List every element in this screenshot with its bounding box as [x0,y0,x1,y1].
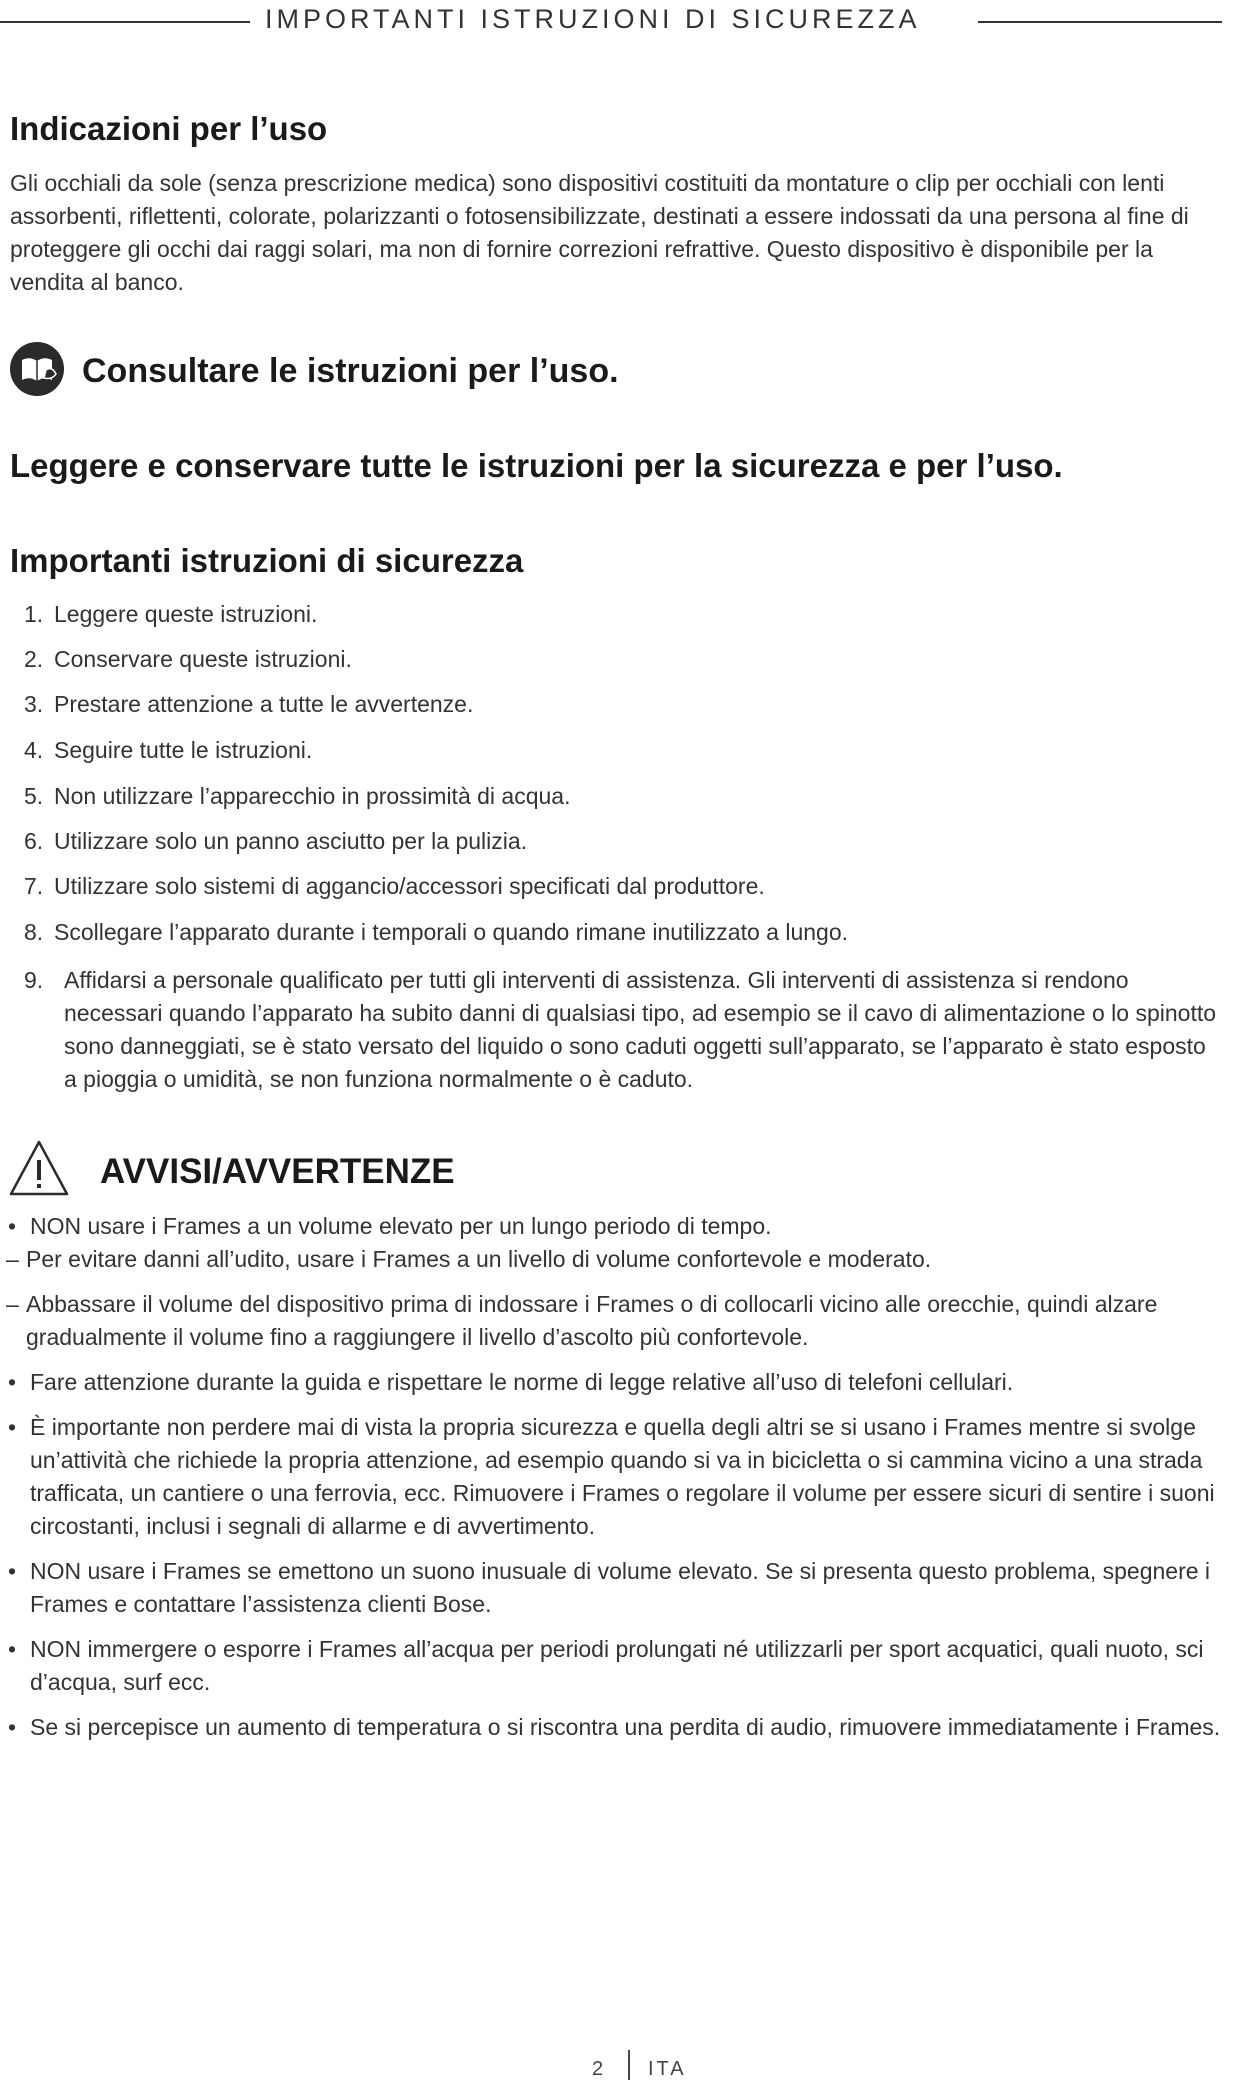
footer-divider [628,2050,630,2080]
item-number: 1. [24,601,44,627]
list-item [24,825,1224,870]
warning-sublist [0,1243,1223,1354]
warning-text: NON usare i Frames se emettono un suono inusuale di volume elevato. Se si presenta questo problema, spegnere i Frames e contattare l’assistenza clienti Bose. [30,1558,1211,1617]
importanti-title: Importanti istruzioni di sicurezza [10,542,524,579]
item-text: Leggere queste istruzioni. [54,601,318,627]
item-number: 7. [24,873,44,899]
indicazioni-paragraph: Gli occhiali da sole (senza prescrizione medica) sono dispositivi costituiti da montature o clip per occhiali con lenti assorbenti, riflettenti, colorate, polarizzanti o fotosensibilizzate, destinati a essere indossati da una persona al fine di proteggere gli occhi dai raggi solari, ma non di fornire correzioni refrattive. Questo dispositivo è disponibile per la vendita al banco. [10,170,1189,295]
consult-label: Consultare le istruzioni per l’uso. [82,352,619,390]
item-number: 4. [24,737,44,763]
list-item [8,1210,1223,1354]
header-rule-right [978,21,1222,23]
warnings-title: AVVISI/AVVERTENZE [100,1152,455,1191]
bullet-marker: • [8,1558,17,1584]
sub-text: Abbassare il volume del dispositivo prima di indossare i Frames o di collocarli vicino alle orecchie, quindi alzare gradualmente il volume fino a raggiungere il livello d’ascolto più confortevole. [26,1291,1158,1350]
item-text: Prestare attenzione a tutte le avvertenze. [54,691,474,717]
item-text: Scollegare l’apparato durante i temporali o quando rimane inutilizzato a lungo. [54,919,848,945]
list-item [24,643,1224,688]
warning-text: Fare attenzione durante la guida e rispettare le norme di legge relative all’uso di telefoni cellulari. [30,1369,1014,1395]
item-number: 9. [24,967,44,993]
list-item [8,1555,1223,1621]
leggere-title: Leggere e conservare tutte le istruzioni per la sicurezza e per l’uso. [10,447,1063,484]
page-number: 2 [592,2058,604,2080]
warning-text: È importante non perdere mai di vista la propria sicurezza e quella degli altri se si usano i Frames mentre si svolge un’attività che richiede la propria attenzione, ad esempio quando si va in bicicletta o si cammina vicino a una strada trafficata, un cantiere o una ferrovia, ecc. Rimuovere i Frames o regolare il volume per essere sicuri di sentire i suoni circostanti, inclusi i segnali di allarme e di avvertimento. [30,1414,1215,1539]
list-item [24,964,1224,1096]
consult-instructions [8,340,908,400]
warning-text: Se si percepisce un aumento di temperatura o si riscontra una perdita di audio, rimuovere immediatamente i Frames. [30,1714,1221,1740]
item-text: Conservare queste istruzioni. [54,646,352,672]
list-item [24,688,1224,734]
manual-icon [8,340,66,398]
list-item [24,734,1224,780]
list-item [24,780,1224,825]
page-footer [0,2040,1236,2080]
page-header [0,0,1236,44]
bullet-marker: • [8,1369,17,1395]
safety-instructions-list [24,598,1224,1096]
list-item [24,870,1224,916]
item-number: 8. [24,919,44,945]
item-text: Seguire tutte le istruzioni. [54,737,313,763]
warning-icon [8,1138,70,1200]
bullet-marker: • [8,1714,17,1740]
warning-text: NON immergere o esporre i Frames all’acqua per periodi prolungati né utilizzarli per sport acquatici, quali nuoto, sci d’acqua, surf ecc. [30,1636,1204,1695]
warnings-heading [8,1138,708,1208]
header-title: IMPORTANTI ISTRUZIONI DI SICUREZZA [265,4,921,34]
item-number: 5. [24,783,44,809]
warning-text: NON usare i Frames a un volume elevato per un lungo periodo di tempo. [30,1213,772,1239]
header-rule-left [0,21,250,23]
item-number: 6. [24,828,44,854]
list-item [24,598,1224,643]
sublist-item [0,1288,1223,1354]
item-text: Affidarsi a personale qualificato per tutti gli interventi di assistenza. Gli interventi di assistenza si rendono necessari quando l’apparato ha subito danni di qualsiasi tipo, ad esempio se il cavo di alimentazione o lo spinotto sono danneggiati, se è stato versato del liquido o sono caduti oggetti sull’apparato, se l’apparato è stato esposto a pioggia o umidità, se non funziona normalmente o è caduto. [64,967,1217,1092]
language-label: ITA [648,2058,687,2080]
bullet-marker: • [8,1636,17,1662]
item-text: Non utilizzare l’apparecchio in prossimità di acqua. [54,783,571,809]
list-item [8,1633,1223,1699]
indicazioni-title: Indicazioni per l’uso [10,110,328,147]
bullet-marker: • [8,1414,17,1440]
list-item [8,1411,1223,1543]
item-text: Utilizzare solo un panno asciutto per la pulizia. [54,828,528,854]
list-item [24,916,1224,964]
list-item [8,1366,1223,1399]
list-item [8,1711,1223,1744]
item-text: Utilizzare solo sistemi di aggancio/accessori specificati dal produttore. [54,873,765,899]
dash-marker: – [6,1246,19,1272]
item-number: 3. [24,691,44,717]
warnings-list [8,1210,1223,1744]
sub-text: Per evitare danni all’udito, usare i Frames a un livello di volume confortevole e moderato. [26,1246,932,1272]
bullet-marker: • [8,1213,17,1239]
dash-marker: – [6,1291,19,1317]
sublist-item [0,1243,1223,1276]
item-number: 2. [24,646,44,672]
